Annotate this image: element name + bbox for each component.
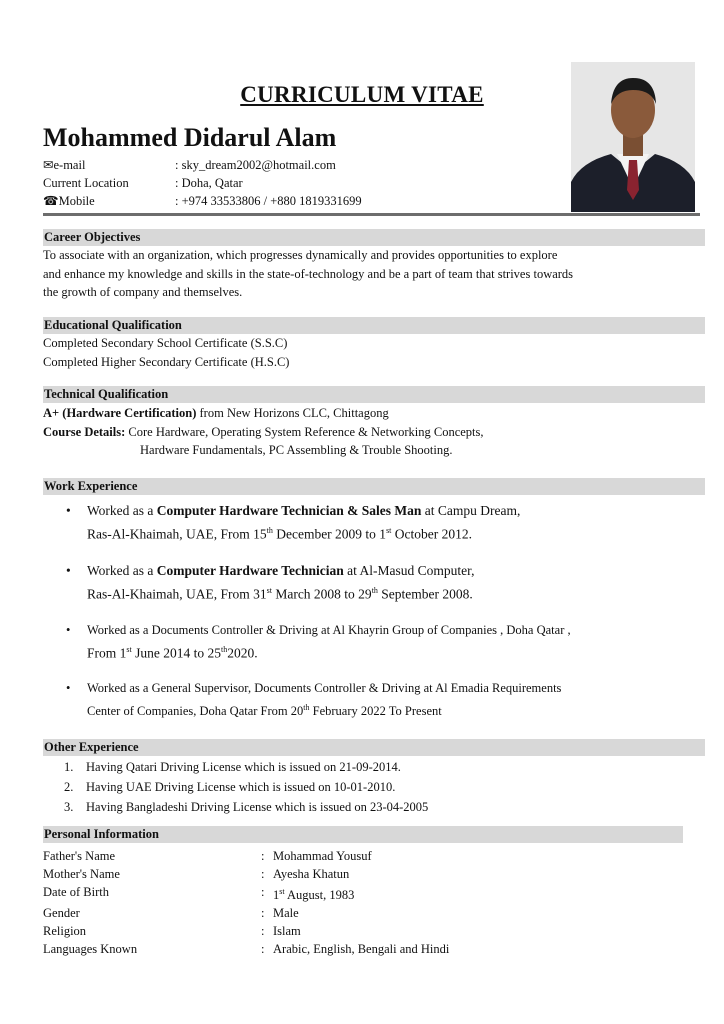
work-item-text: Worked as a Documents Controller & Driving at Al Khayrin Group of Companies , Doha Qatar , From 1st June 2014 to 25th2020. bbox=[87, 623, 571, 661]
candidate-name: Mohammed Didarul Alam bbox=[43, 123, 337, 152]
personal-info-table bbox=[43, 847, 449, 958]
contact-email-value: : sky_dream2002@hotmail.com bbox=[175, 158, 336, 172]
document-title: CURRICULUM VITAE bbox=[240, 82, 484, 107]
work-item bbox=[66, 678, 686, 721]
other-experience-list bbox=[64, 757, 428, 817]
list-item: 3. Having Bangladeshi Driving License which is issued on 23-04-2005 bbox=[64, 800, 429, 814]
envelope-icon: ✉ bbox=[43, 158, 54, 172]
course-details-continued: Hardware Fundamentals, PC Assembling & Trouble Shooting. bbox=[140, 443, 453, 457]
work-item-text: Worked as a General Supervisor, Documents Controller & Driving at Al Emadia Requirements Center of Companies, Doha Qatar From 20th February 2022 To Present bbox=[87, 681, 562, 719]
section-header-career-objectives: Career Objectives bbox=[43, 229, 705, 246]
section-header-technical: Technical Qualification bbox=[43, 386, 705, 403]
bullet-icon: • bbox=[66, 681, 71, 695]
personal-row: Religion : Islam bbox=[43, 924, 301, 939]
education-item: Completed Secondary School Certificate (S.S.C) bbox=[43, 336, 288, 350]
work-item bbox=[66, 561, 686, 605]
career-line: and enhance my knowledge and skills in the state-of-technology and be a part of team that strives towards bbox=[43, 266, 574, 281]
certification-provider: from New Horizons CLC, Chittagong bbox=[196, 406, 389, 420]
bullet-icon: • bbox=[66, 503, 71, 518]
career-line: To associate with an organization, which progresses dynamically and provides opportunities to explore bbox=[43, 248, 558, 262]
contact-location-value: : Doha, Qatar bbox=[175, 176, 243, 190]
contact-mobile-row bbox=[43, 192, 362, 210]
contact-email-row bbox=[43, 156, 362, 174]
course-details-text: Core Hardware, Operating System Reference & Networking Concepts, bbox=[125, 424, 484, 439]
job-title: Computer Hardware Technician bbox=[156, 563, 344, 578]
contact-mobile-label: ☎Mobile bbox=[43, 194, 95, 208]
work-item-text: Worked as a Computer Hardware Technician & Sales Man at Campu Dream, Ras-Al-Khaimah, UAE, From 15th December 2009 to 1st October 2012. bbox=[87, 503, 521, 542]
contact-location-label: Current Location bbox=[43, 176, 129, 190]
education-list bbox=[43, 334, 683, 371]
technical-details bbox=[43, 404, 683, 460]
work-item bbox=[66, 620, 686, 664]
bullet-icon: • bbox=[66, 623, 71, 637]
personal-row: Languages Known : Arabic, English, Bengali and Hindi bbox=[43, 942, 450, 957]
section-header-education: Educational Qualification bbox=[43, 317, 705, 334]
personal-row: Gender : Male bbox=[43, 906, 299, 921]
career-objective-text bbox=[43, 246, 683, 302]
contact-block bbox=[43, 156, 362, 210]
certification-name: A+ (Hardware Certification) bbox=[43, 406, 197, 420]
personal-row: Mother's Name : Ayesha Khatun bbox=[43, 867, 350, 881]
bullet-icon: • bbox=[66, 563, 71, 578]
contact-mobile-value: : +974 33533806 / +880 1819331699 bbox=[175, 194, 362, 208]
section-header-work-experience: Work Experience bbox=[43, 478, 705, 495]
personal-row: Date of Birth : 1st August, 1983 bbox=[43, 885, 355, 903]
work-item bbox=[66, 501, 686, 545]
career-line: the growth of company and themselves. bbox=[43, 285, 243, 299]
section-header-personal-information: Personal Information bbox=[43, 826, 683, 843]
work-item-text: Worked as a Computer Hardware Technician at Al-Masud Computer, Ras-Al-Khaimah, UAE, From 31st March 2008 to 29th September 2008. bbox=[87, 563, 475, 602]
header-divider bbox=[43, 213, 700, 216]
contact-location-row bbox=[43, 174, 362, 192]
phone-icon: ☎ bbox=[43, 194, 59, 208]
personal-row: Father's Name : Mohammad Yousuf bbox=[43, 849, 372, 863]
list-item: 2. Having UAE Driving License which is issued on 10-01-2010. bbox=[64, 780, 396, 794]
certification-line bbox=[43, 404, 683, 423]
list-item: 1. Having Qatari Driving License which is issued on 21-09-2014. bbox=[64, 760, 401, 774]
contact-email-label: ✉e-mail bbox=[43, 158, 86, 172]
section-header-other-experience: Other Experience bbox=[43, 739, 705, 756]
education-item: Completed Higher Secondary Certificate (H.S.C) bbox=[43, 354, 290, 369]
course-details-label: Course Details: bbox=[43, 424, 126, 439]
job-title: Computer Hardware Technician & Sales Man bbox=[156, 503, 422, 518]
portrait-illustration bbox=[571, 62, 695, 212]
profile-photo bbox=[571, 62, 695, 212]
course-details-line bbox=[43, 423, 683, 442]
